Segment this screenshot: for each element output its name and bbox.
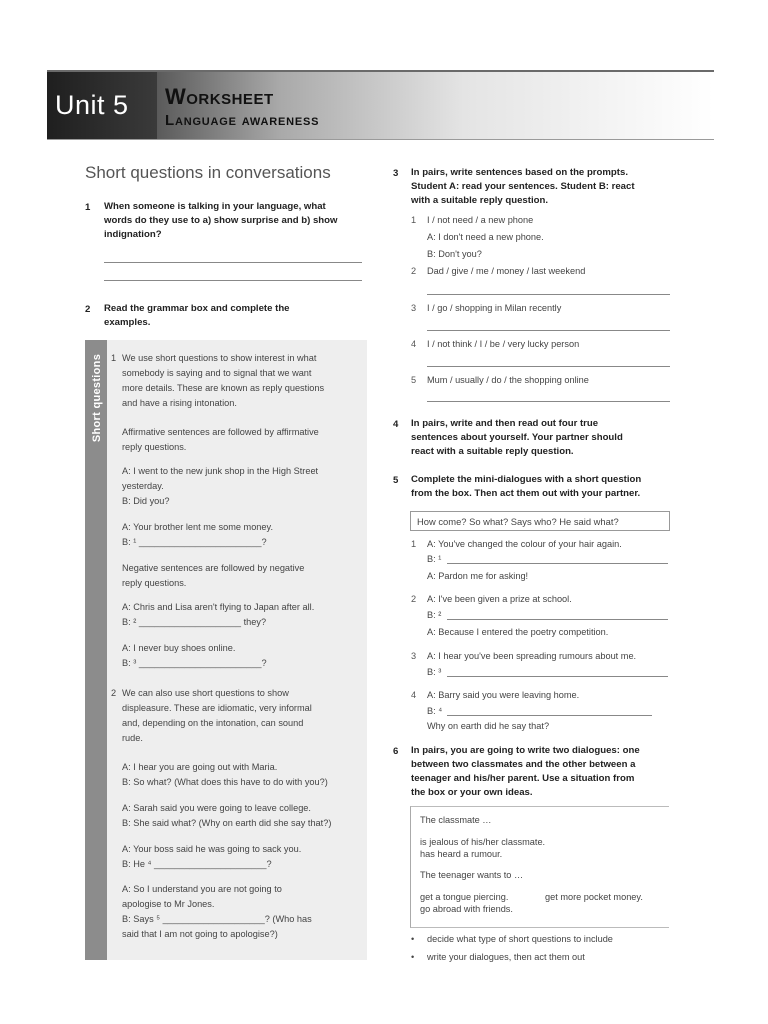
grammar-ex5-line-1: A: I hear you are going out with Maria.: [122, 762, 278, 772]
worksheet-header: [47, 70, 714, 140]
q5-dialogue-1-answer-line[interactable]: [447, 563, 668, 564]
unit-label: Unit 5: [55, 90, 129, 120]
q5-dialogue-1-b: B: ¹: [427, 554, 442, 564]
q5-dialogue-4-c: Why on earth did he say that?: [427, 721, 550, 731]
grammar-neg-line-2: reply questions.: [122, 578, 187, 588]
grammar-ex1-line-2: yesterday.: [122, 481, 164, 491]
q5-dialogue-2-b: B: ²: [427, 610, 442, 620]
q1-number: 1: [85, 202, 91, 213]
grammar-p1-line-3: more details. These are known as reply questions: [122, 383, 325, 393]
q3-item-3-answer-line[interactable]: [427, 330, 670, 331]
q5-dialogue-3-answer-line[interactable]: [447, 676, 668, 677]
q3-item-4-number: 4: [411, 339, 417, 349]
situation-teenager-3: go abroad with friends.: [420, 904, 513, 914]
grammar-ex2-line-1: A: Your brother lent me some money.: [122, 522, 273, 532]
grammar-aff-line-2: reply questions.: [122, 442, 187, 452]
grammar-ex7-line-2: B: He ⁴ ______________________?: [122, 859, 272, 869]
grammar-ex4-line-1: A: I never buy shoes online.: [122, 643, 236, 653]
q3-item-1-number: 1: [411, 215, 417, 225]
q5-line-1: Complete the mini-dialogues with a short question: [411, 474, 642, 485]
q4-line-2: sentences about yourself. Your partner should: [411, 432, 623, 443]
q5-dialogue-4-a: A: Barry said you were leaving home.: [427, 690, 580, 700]
q1-answer-line-1[interactable]: [104, 262, 362, 263]
q3-item-3-number: 3: [411, 303, 417, 313]
q5-dialogue-2-c: A: Because I entered the poetry competition.: [427, 627, 609, 637]
q5-dialogue-2-number: 2: [411, 594, 417, 604]
situation-heading-classmate: The classmate …: [420, 815, 492, 825]
short-question-box: How come? So what? Says who? He said what?: [410, 511, 670, 531]
grammar-ex3-line-1: A: Chris and Lisa aren't flying to Japan after all.: [122, 602, 315, 612]
grammar-aff-line-1: Affirmative sentences are followed by affirmative: [122, 427, 319, 437]
grammar-ex1-line-3: B: Did you?: [122, 496, 170, 506]
q2-number: 2: [85, 304, 91, 315]
grammar-ex3-line-2: B: ² ____________________ they?: [122, 617, 267, 627]
q3-item-5-answer-line[interactable]: [427, 401, 670, 402]
grammar-neg-line-1: Negative sentences are followed by negative: [122, 563, 305, 573]
grammar-p1-line-1: We use short questions to show interest in what: [122, 353, 317, 363]
q4-line-1: In pairs, write and then read out four true: [411, 418, 599, 429]
q2-line-2: examples.: [104, 317, 151, 328]
q3-item-4-text: I / not think / I / be / very lucky person: [427, 339, 580, 349]
q1-line-3: indignation?: [104, 229, 162, 240]
grammar-box-tab-label: Short questions: [91, 353, 103, 443]
situation-teenager-1: get a tongue piercing.: [420, 892, 509, 902]
q3-item-1-text: I / not need / a new phone: [427, 215, 534, 225]
q4-number: 4: [393, 419, 399, 430]
q3-item-2-number: 2: [411, 266, 417, 276]
grammar-ex5-line-2: B: So what? (What does this have to do with you?): [122, 777, 328, 787]
q5-dialogue-3-number: 3: [411, 651, 417, 661]
q4-line-3: react with a suitable reply question.: [411, 446, 574, 457]
grammar-ex7-line-1: A: Your boss said he was going to sack you.: [122, 844, 302, 854]
q3-example-a: A: I don't need a new phone.: [427, 232, 544, 242]
grammar-ex1-line-1: A: I went to the new junk shop in the High Street: [122, 466, 319, 476]
q6-line-1: In pairs, you are going to write two dialogues: one: [411, 745, 640, 756]
grammar-ex4-line-2: B: ³ ________________________?: [122, 658, 267, 668]
q2-line-1: Read the grammar box and complete the: [104, 303, 290, 314]
q3-item-5-number: 5: [411, 375, 417, 385]
grammar-ex8-line-4: said that I am not going to apologise?): [122, 929, 278, 939]
q6-line-2: between two classmates and the other between a: [411, 759, 636, 770]
q3-item-2-answer-line[interactable]: [427, 294, 670, 295]
situation-heading-teenager: The teenager wants to …: [420, 870, 524, 880]
q5-dialogue-2-answer-line[interactable]: [447, 619, 668, 620]
q3-item-2-text: Dad / give / me / money / last weekend: [427, 266, 586, 276]
q6-line-3: teenager and his/her parent. Use a situation from: [411, 773, 635, 784]
situation-teenager-2: get more pocket money.: [545, 892, 643, 902]
q5-dialogue-4-answer-line[interactable]: [447, 715, 652, 716]
q5-dialogue-2-a: A: I've been given a prize at school.: [427, 594, 572, 604]
q3-item-4-answer-line[interactable]: [427, 366, 670, 367]
q3-example-b: B: Don't you?: [427, 249, 482, 259]
grammar-p2-line-1: We can also use short questions to show: [122, 688, 289, 698]
q5-dialogue-3-b: B: ³: [427, 667, 442, 677]
grammar-point-1-number: 1: [111, 353, 117, 363]
q3-item-5-text: Mum / usually / do / the shopping online: [427, 375, 589, 385]
q1-answer-line-2[interactable]: [104, 280, 362, 281]
grammar-p2-line-2: displeasure. These are idiomatic, very informal: [122, 703, 312, 713]
grammar-ex6-line-1: A: Sarah said you were going to leave college.: [122, 803, 311, 813]
grammar-p1-line-4: and have a rising intonation.: [122, 398, 237, 408]
grammar-ex8-line-3: B: Says ⁵ ____________________? (Who has: [122, 914, 312, 924]
q1-line-2: words do they use to a) show surprise and b) show: [104, 215, 338, 226]
q3-item-3-text: I / go / shopping in Milan recently: [427, 303, 562, 313]
header-top-rule: [47, 70, 714, 72]
q5-dialogue-1-c: A: Pardon me for asking!: [427, 571, 529, 581]
q1-line-1: When someone is talking in your language, what: [104, 201, 326, 212]
q6-bullet-2: write your dialogues, then act them out: [427, 952, 585, 962]
grammar-ex2-line-2: B: ¹ ________________________?: [122, 537, 267, 547]
situation-classmate-2: has heard a rumour.: [420, 849, 503, 859]
bullet-icon: •: [411, 934, 415, 944]
q5-dialogue-3-a: A: I hear you've been spreading rumours about me.: [427, 651, 637, 661]
q5-line-2: from the box. Then act them out with your partner.: [411, 488, 641, 499]
worksheet-title: Worksheet: [165, 84, 274, 109]
q5-dialogue-1-number: 1: [411, 539, 417, 549]
header-bottom-rule: [47, 139, 714, 140]
q5-number: 5: [393, 475, 399, 486]
q5-dialogue-1-a: A: You've changed the colour of your hair again.: [427, 539, 622, 549]
q6-number: 6: [393, 746, 399, 757]
q3-line-1: In pairs, write sentences based on the prompts.: [411, 167, 628, 178]
bullet-icon: •: [411, 952, 415, 962]
q5-dialogue-4-b: B: ⁴: [427, 706, 443, 716]
q3-line-3: with a suitable reply question.: [411, 195, 549, 206]
grammar-p1-line-2: somebody is saying and to signal that we want: [122, 368, 312, 378]
q5-dialogue-4-number: 4: [411, 690, 417, 700]
grammar-ex8-line-1: A: So I understand you are not going to: [122, 884, 282, 894]
situation-classmate-1: is jealous of his/her classmate.: [420, 837, 546, 847]
grammar-ex8-line-2: apologise to Mr Jones.: [122, 899, 215, 909]
q3-line-2: Student A: read your sentences. Student B: react: [411, 181, 635, 192]
grammar-ex6-line-2: B: She said what? (Why on earth did she say that?): [122, 818, 332, 828]
q6-bullet-1: decide what type of short questions to include: [427, 934, 613, 944]
q3-number: 3: [393, 168, 399, 179]
grammar-p2-line-3: and, depending on the intonation, can sound: [122, 718, 304, 728]
grammar-point-2-number: 2: [111, 688, 117, 698]
q6-line-4: the box or your own ideas.: [411, 787, 533, 798]
section-title: Short questions in conversations: [85, 163, 331, 182]
worksheet-subtitle: Language awareness: [165, 112, 320, 129]
grammar-p2-line-4: rude.: [122, 733, 143, 743]
